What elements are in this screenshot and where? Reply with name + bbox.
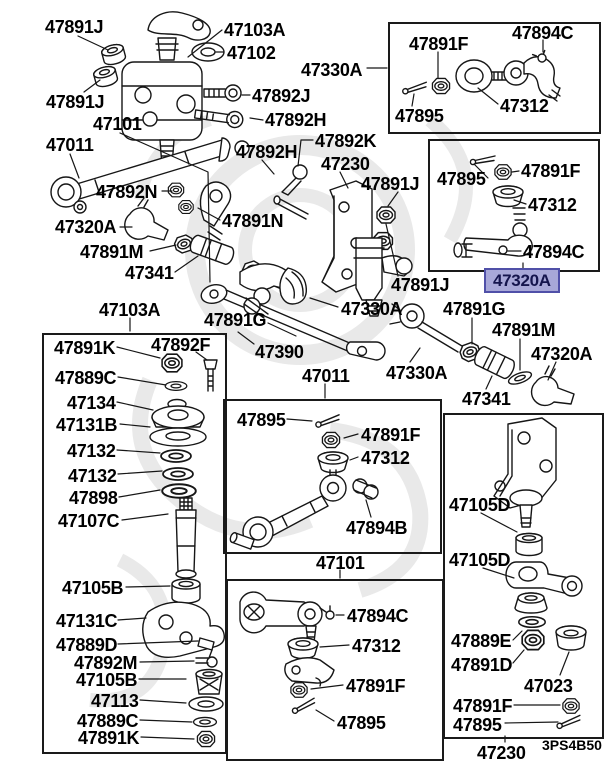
part-label-47023[interactable]: 47023 [524, 676, 573, 696]
part-label-47895[interactable]: 47895 [395, 106, 444, 126]
part-label-47341[interactable]: 47341 [462, 389, 511, 409]
part-label-47892J[interactable]: 47892J [252, 86, 311, 106]
part-label-47891F[interactable]: 47891F [361, 425, 421, 445]
part-label-47895[interactable]: 47895 [437, 169, 486, 189]
part-label-47892H[interactable]: 47892H [236, 142, 298, 162]
part-label-47895[interactable]: 47895 [337, 713, 386, 733]
part-label-47892M[interactable]: 47892M [74, 653, 138, 673]
part-label-47891F[interactable]: 47891F [453, 696, 513, 716]
bolt-47892J-drawing [204, 85, 241, 101]
part-label-47230[interactable]: 47230 [477, 743, 526, 763]
part-label-47105D[interactable]: 47105D [449, 550, 511, 570]
part-label-47892N[interactable]: 47892N [96, 182, 158, 202]
sheet-code: 3PS4B50 [542, 737, 602, 753]
part-label-47891N[interactable]: 47891N [222, 211, 284, 231]
part-label-47889D[interactable]: 47889D [56, 635, 118, 655]
part-label-47892H[interactable]: 47892H [265, 110, 327, 130]
part-label-47894B[interactable]: 47894B [346, 518, 408, 538]
part-label-47891J[interactable]: 47891J [391, 275, 450, 295]
part-label-47390[interactable]: 47390 [255, 342, 304, 362]
part-label-47891G[interactable]: 47891G [443, 299, 506, 319]
part-label-47101[interactable]: 47101 [93, 114, 142, 134]
part-label-47320A[interactable]: 47320A [531, 344, 593, 364]
part-label-47107C[interactable]: 47107C [58, 511, 120, 531]
part-label-47320A[interactable]: 47320A [55, 217, 117, 237]
part-label-47330A[interactable]: 47330A [341, 299, 403, 319]
part-label-47131C[interactable]: 47131C [56, 611, 118, 631]
part-label-47891F[interactable]: 47891F [521, 161, 581, 181]
part-label-47894C[interactable]: 47894C [512, 23, 574, 43]
part-label-47891J[interactable]: 47891J [45, 17, 104, 37]
part-label-47330A[interactable]: 47330A [386, 363, 448, 383]
part-label-47891J[interactable]: 47891J [361, 174, 420, 194]
part-label-47891J[interactable]: 47891J [46, 92, 105, 112]
part-label-47011[interactable]: 47011 [46, 135, 94, 155]
part-label-47895[interactable]: 47895 [453, 715, 502, 735]
part-label-47113[interactable]: 47113 [91, 691, 139, 711]
part-label-47230[interactable]: 47230 [321, 154, 370, 174]
part-label-47894C[interactable]: 47894C [523, 242, 585, 262]
part-label-47102[interactable]: 47102 [227, 43, 276, 63]
part-label-47891F[interactable]: 47891F [346, 676, 406, 696]
part-label-47330A[interactable]: 47330A [301, 60, 363, 80]
part-label-47891F[interactable]: 47891F [409, 34, 469, 54]
part-label-47011[interactable]: 47011 [302, 366, 350, 386]
part-label-47891M[interactable]: 47891M [492, 320, 556, 340]
part-label-47131B[interactable]: 47131B [56, 415, 118, 435]
part-label-47889E[interactable]: 47889E [451, 631, 512, 651]
part-label-47892K[interactable]: 47892K [315, 131, 377, 151]
part-label-47105B[interactable]: 47105B [76, 670, 138, 690]
part-label-47891G[interactable]: 47891G [204, 310, 267, 330]
part-label-47891M[interactable]: 47891M [80, 242, 144, 262]
part-label-47892F[interactable]: 47892F [151, 335, 211, 355]
part-label-47898[interactable]: 47898 [69, 488, 118, 508]
part-label-47891K[interactable]: 47891K [54, 338, 116, 358]
part-label-47132[interactable]: 47132 [67, 441, 116, 461]
part-label-47341[interactable]: 47341 [125, 263, 174, 283]
part-label-47889C[interactable]: 47889C [77, 711, 139, 731]
selected-part-label-47320A[interactable]: 47320A [484, 268, 560, 293]
part-label-47891D[interactable]: 47891D [451, 655, 513, 675]
part-label-47312[interactable]: 47312 [361, 448, 410, 468]
part-label-47134[interactable]: 47134 [67, 393, 116, 413]
part-label-47891K[interactable]: 47891K [78, 728, 140, 748]
panel-pitman-arm-kit [226, 579, 444, 761]
part-label-47895[interactable]: 47895 [237, 410, 286, 430]
part-label-47105B[interactable]: 47105B [62, 578, 124, 598]
part-label-47103A[interactable]: 47103A [99, 300, 161, 320]
part-label-47101[interactable]: 47101 [316, 553, 365, 573]
part-label-47103A[interactable]: 47103A [224, 20, 286, 40]
part-label-47894C[interactable]: 47894C [347, 606, 409, 626]
part-label-47889C[interactable]: 47889C [55, 368, 117, 388]
part-label-47312[interactable]: 47312 [528, 195, 577, 215]
part-label-47132[interactable]: 47132 [68, 466, 117, 486]
part-label-47105D[interactable]: 47105D [449, 495, 511, 515]
part-label-47312[interactable]: 47312 [352, 636, 401, 656]
part-label-47312[interactable]: 47312 [500, 96, 549, 116]
